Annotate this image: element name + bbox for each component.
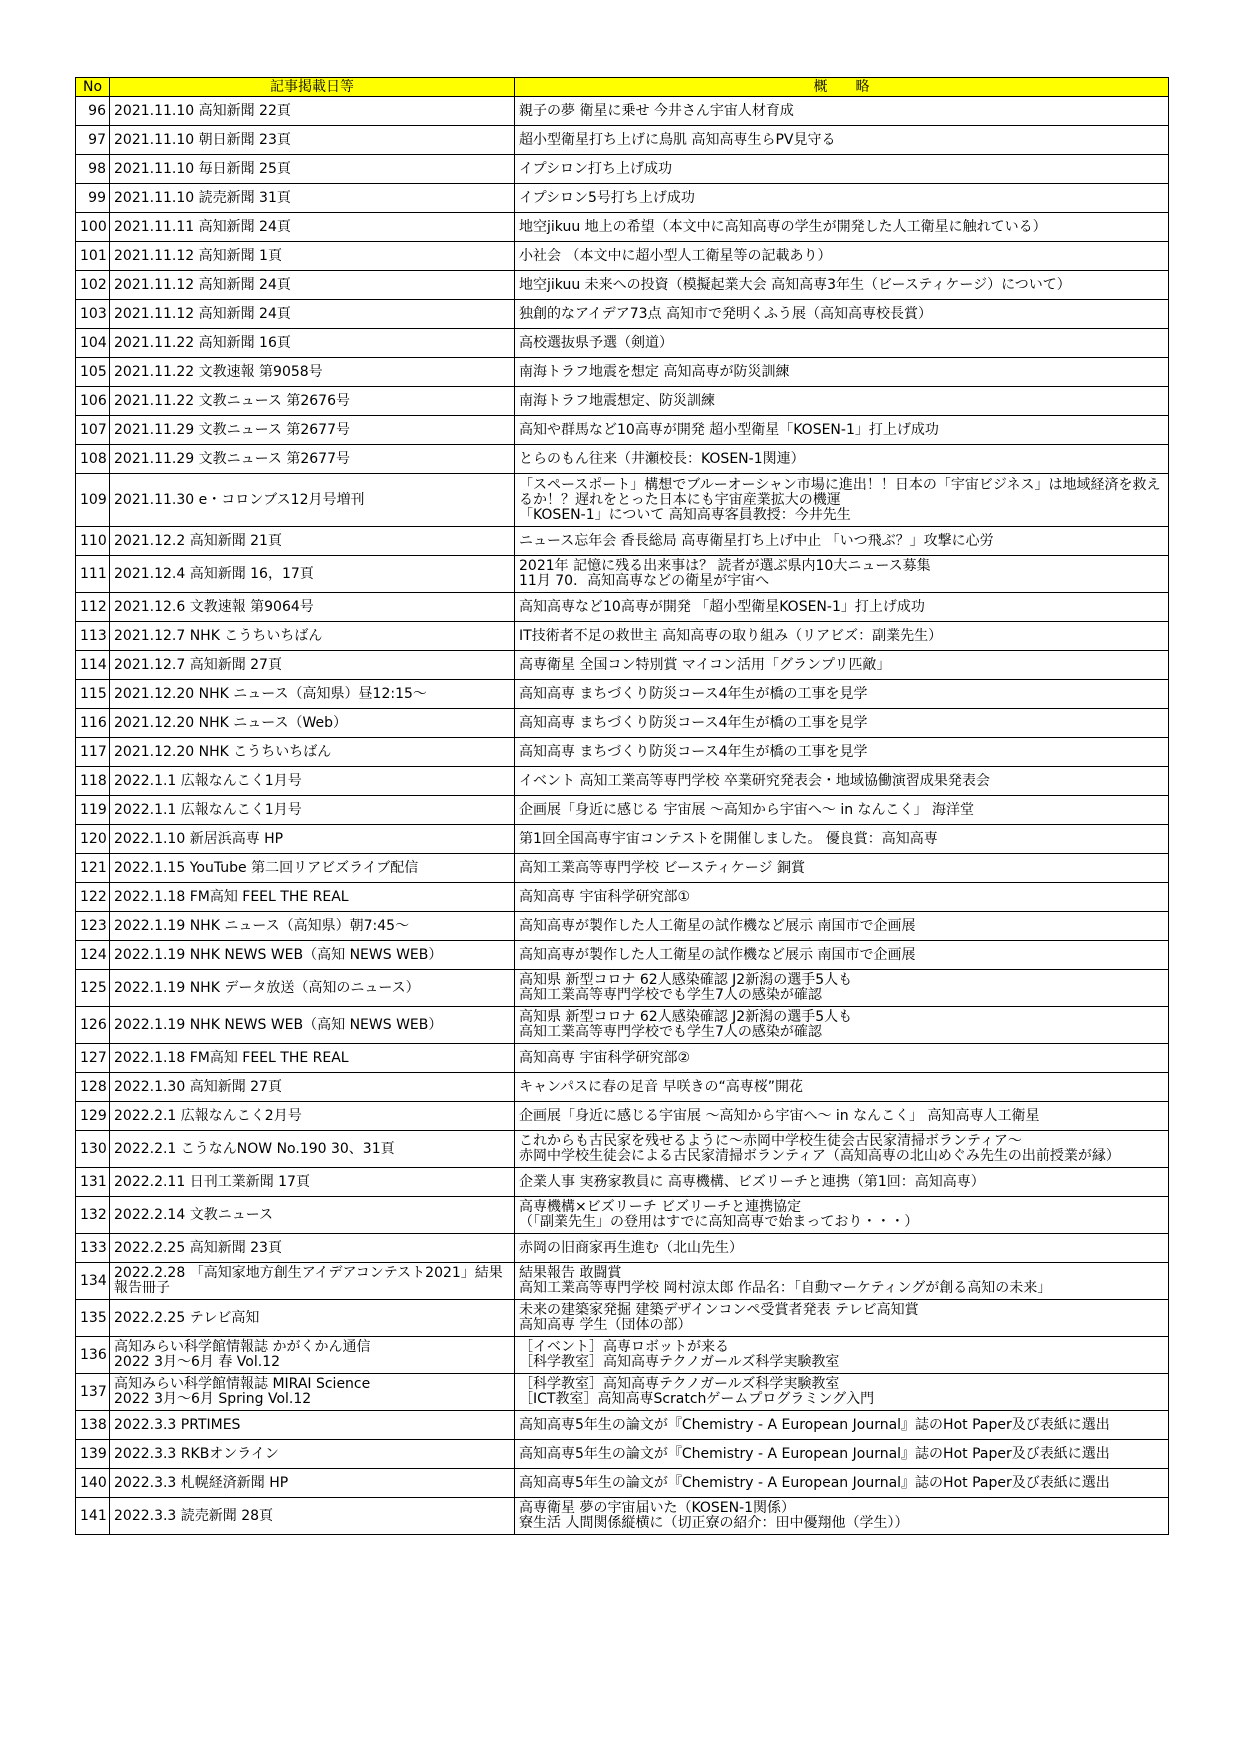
table-row — [76, 622, 1169, 651]
table-row — [76, 1469, 1169, 1498]
summary-line: 寮生活 人間関係縦横に（切正寮の紹介：田中優翔他（学生）） — [519, 1515, 909, 1531]
row-date-source — [110, 1469, 515, 1498]
row-number: 101 — [76, 242, 110, 271]
date-line: 2022.2.1 こうなんNOW No.190 30、31頁 — [114, 1140, 395, 1157]
row-summary — [515, 593, 1169, 622]
table-row — [76, 527, 1169, 556]
date-line: 2022.2.25 テレビ高知 — [114, 1309, 260, 1326]
row-date-source — [110, 825, 515, 854]
table-row — [76, 1007, 1169, 1044]
row-number: 118 — [76, 767, 110, 796]
summary-line: 高知工業高等専門学校でも学生7人の感染が確認 — [519, 987, 822, 1003]
date-line: 2021.12.20 NHK ニュース（Web） — [114, 714, 348, 731]
table-row — [76, 1197, 1169, 1234]
table-row — [76, 1300, 1169, 1337]
row-number: 97 — [76, 126, 110, 155]
row-summary — [515, 1168, 1169, 1197]
date-line: 2021.11.30 e・コロンブス12月号増刊 — [114, 491, 365, 508]
date-line: 2021.11.10 読売新聞 31頁 — [114, 189, 291, 206]
table-row — [76, 738, 1169, 767]
date-line: 2021.11.22 文教速報 第9058号 — [114, 363, 323, 380]
table-row — [76, 767, 1169, 796]
row-date-source — [110, 416, 515, 445]
row-date-source — [110, 941, 515, 970]
row-date-source — [110, 387, 515, 416]
row-date-source — [110, 1168, 515, 1197]
row-date-source — [110, 1498, 515, 1535]
table-row — [76, 126, 1169, 155]
table-row — [76, 941, 1169, 970]
header-summary: 概 略 — [515, 78, 1169, 97]
summary-line: 高知県 新型コロナ 62人感染確認 J2新潟の選手5人も — [519, 972, 853, 988]
row-number: 108 — [76, 445, 110, 474]
summary-line: 11月 70．高知高専などの衛星が宇宙へ — [519, 573, 770, 589]
summary-line: 第1回全国高専宇宙コンテストを開催しました。 優良賞：高知高専 — [519, 830, 938, 847]
summary-line: 赤岡中学校生徒会による古民家清掃ボランティア（高知高専の北山めぐみ先生の出前授業が縁） — [519, 1148, 1120, 1164]
row-date-source — [110, 1044, 515, 1073]
row-date-source — [110, 709, 515, 738]
summary-line: ［ICT教室］高知高専Scratchゲームプログラミング入門 — [519, 1391, 875, 1407]
table-row — [76, 556, 1169, 593]
summary-line: 高知工業高等専門学校 岡村涼太郎 作品名：「自動マーケティングが創る高知の未来」 — [519, 1280, 1052, 1296]
row-number: 121 — [76, 854, 110, 883]
date-line: 2021.11.29 文教ニュース 第2677号 — [114, 450, 350, 467]
row-number: 128 — [76, 1073, 110, 1102]
row-number: 113 — [76, 622, 110, 651]
row-date-source — [110, 883, 515, 912]
summary-line: とらのもん往来（井瀬校長：KOSEN-1関連） — [519, 450, 805, 467]
row-number: 115 — [76, 680, 110, 709]
date-line: 2022.2.28 「高知家地方創生アイデアコンテスト2021」結果報告冊子 — [114, 1265, 503, 1296]
summary-line: これからも古民家を残せるように～赤岡中学校生徒会古民家清掃ボランティア～ — [519, 1133, 1022, 1149]
summary-line: 「スペースポート」構想でブルーオーシャン市場に進出！！日本の「宇宙ビジネス」は地域経済を救えるか！？遅れをとった日本にも宇宙産業拡大の機運 — [519, 476, 1161, 508]
row-number: 134 — [76, 1263, 110, 1300]
row-number: 106 — [76, 387, 110, 416]
table-body — [76, 97, 1169, 1535]
date-line: 2022.1.1 広報なんこく1月号 — [114, 801, 302, 818]
date-line: 2022.3.3 RKBオンライン — [114, 1445, 279, 1462]
row-summary — [515, 1440, 1169, 1469]
summary-line: 地空jikuu 未来への投資（模擬起業大会 高知高専3年生（ビースティケージ）について） — [519, 276, 1071, 293]
row-summary — [515, 527, 1169, 556]
row-date-source — [110, 358, 515, 387]
row-number: 136 — [76, 1337, 110, 1374]
row-date-source — [110, 271, 515, 300]
table-row — [76, 1073, 1169, 1102]
summary-line: 高知高専など10高専が開発 「超小型衛星KOSEN-1」打上げ成功 — [519, 598, 925, 615]
row-number: 98 — [76, 155, 110, 184]
date-line: 2021.11.10 毎日新聞 25頁 — [114, 160, 291, 177]
row-number: 105 — [76, 358, 110, 387]
row-number: 140 — [76, 1469, 110, 1498]
row-number: 103 — [76, 300, 110, 329]
row-summary — [515, 271, 1169, 300]
row-number: 107 — [76, 416, 110, 445]
date-line: 2022.2.11 日刊工業新聞 17頁 — [114, 1173, 310, 1190]
row-number: 132 — [76, 1197, 110, 1234]
summary-line: 南海トラフ地震想定、防災訓練 — [519, 392, 715, 409]
row-number: 116 — [76, 709, 110, 738]
row-date-source — [110, 1131, 515, 1168]
row-date-source — [110, 593, 515, 622]
row-summary — [515, 738, 1169, 767]
table-row — [76, 680, 1169, 709]
row-number: 96 — [76, 97, 110, 126]
row-summary — [515, 1300, 1169, 1337]
table-row — [76, 970, 1169, 1007]
summary-line: 地空jikuu 地上の希望（本文中に高知高専の学生が開発した人工衛星に触れている） — [519, 218, 1047, 235]
summary-line: 結果報告 敢闘賞 — [519, 1265, 622, 1281]
row-date-source — [110, 1300, 515, 1337]
row-number: 104 — [76, 329, 110, 358]
summary-line: 赤岡の旧商家再生進む（北山先生） — [519, 1239, 743, 1256]
table-row — [76, 155, 1169, 184]
row-date-source — [110, 651, 515, 680]
row-number: 120 — [76, 825, 110, 854]
table-row — [76, 213, 1169, 242]
summary-line: 高知高専5年生の論文が『Chemistry - A European Journal』誌のHot Paper及び表紙に選出 — [519, 1474, 1110, 1491]
date-line: 2022.1.30 高知新聞 27頁 — [114, 1078, 282, 1095]
row-summary — [515, 155, 1169, 184]
row-summary — [515, 1131, 1169, 1168]
row-summary — [515, 1102, 1169, 1131]
row-summary — [515, 709, 1169, 738]
row-summary — [515, 1374, 1169, 1411]
row-date-source — [110, 527, 515, 556]
date-line: 2021.12.7 NHK こうちいちばん — [114, 627, 323, 644]
summary-line: イベント 高知工業高等専門学校 卒業研究発表会・地域協働演習成果発表会 — [519, 772, 990, 789]
row-number: 127 — [76, 1044, 110, 1073]
date-line: 2021.11.22 高知新聞 16頁 — [114, 334, 291, 351]
row-date-source — [110, 1234, 515, 1263]
row-number: 100 — [76, 213, 110, 242]
summary-line: 親子の夢 衛星に乗せ 今井さん宇宙人材育成 — [519, 102, 794, 119]
summary-line: 南海トラフ地震を想定 高知高専が防災訓練 — [519, 363, 790, 380]
date-line: 2021.12.4 高知新聞 16，17頁 — [114, 565, 314, 582]
date-line: 2021.12.20 NHK ニュース（高知県）昼12:15～ — [114, 685, 427, 702]
table-row — [76, 709, 1169, 738]
row-number: 125 — [76, 970, 110, 1007]
summary-line: 高知工業高等専門学校 ビースティケージ 銅賞 — [519, 859, 805, 876]
row-summary — [515, 1073, 1169, 1102]
table-row — [76, 300, 1169, 329]
row-summary — [515, 1337, 1169, 1374]
table-row — [76, 854, 1169, 883]
row-summary — [515, 1498, 1169, 1535]
row-date-source — [110, 242, 515, 271]
row-summary — [515, 97, 1169, 126]
date-line: 高知みらい科学館情報誌 MIRAI Science — [114, 1376, 371, 1392]
row-date-source — [110, 1263, 515, 1300]
row-date-source — [110, 97, 515, 126]
summary-line: 高知高専 まちづくり防災コース4年生が橋の工事を見学 — [519, 743, 868, 760]
row-number: 122 — [76, 883, 110, 912]
row-summary — [515, 556, 1169, 593]
row-summary — [515, 1234, 1169, 1263]
row-number: 124 — [76, 941, 110, 970]
date-line: 2021.12.20 NHK こうちいちばん — [114, 743, 332, 760]
summary-line: 高知高専 宇宙科学研究部② — [519, 1049, 691, 1066]
row-date-source — [110, 1007, 515, 1044]
row-date-source — [110, 970, 515, 1007]
row-summary — [515, 242, 1169, 271]
date-line: 高知みらい科学館情報誌 かがくかん通信 — [114, 1339, 371, 1355]
row-date-source — [110, 155, 515, 184]
row-number: 138 — [76, 1411, 110, 1440]
date-line: 2022.1.15 YouTube 第二回リアビズライブ配信 — [114, 859, 419, 876]
row-summary — [515, 622, 1169, 651]
row-date-source — [110, 1102, 515, 1131]
row-date-source — [110, 1073, 515, 1102]
table-row — [76, 1168, 1169, 1197]
row-summary — [515, 680, 1169, 709]
row-summary — [515, 213, 1169, 242]
row-number: 109 — [76, 474, 110, 527]
header-date: 記事掲載日等 — [110, 78, 515, 97]
summary-line: 小社会 （本文中に超小型人工衛星等の記載あり） — [519, 247, 832, 264]
summary-line: ［科学教室］高知高専テクノガールズ科学実験教室 — [519, 1376, 840, 1392]
table-row — [76, 1411, 1169, 1440]
date-line: 2022 3月～6月 Spring Vol.12 — [114, 1391, 312, 1407]
summary-line: 高知高専 まちづくり防災コース4年生が橋の工事を見学 — [519, 714, 868, 731]
row-summary — [515, 300, 1169, 329]
row-date-source — [110, 622, 515, 651]
row-summary — [515, 941, 1169, 970]
date-line: 2022.3.3 札幌経済新聞 HP — [114, 1474, 289, 1491]
date-line: 2021.12.7 高知新聞 27頁 — [114, 656, 282, 673]
date-line: 2021.11.12 高知新聞 1頁 — [114, 247, 282, 264]
row-number: 114 — [76, 651, 110, 680]
row-number: 112 — [76, 593, 110, 622]
row-date-source — [110, 445, 515, 474]
table-row — [76, 97, 1169, 126]
table-row — [76, 593, 1169, 622]
row-number: 110 — [76, 527, 110, 556]
summary-line: ［科学教室］高知高専テクノガールズ科学実験教室 — [519, 1354, 840, 1370]
date-line: 2022.3.3 読売新聞 28頁 — [114, 1507, 274, 1524]
date-line: 2022.1.1 広報なんこく1月号 — [114, 772, 302, 789]
table-row — [76, 387, 1169, 416]
summary-line: 高知高専5年生の論文が『Chemistry - A European Journal』誌のHot Paper及び表紙に選出 — [519, 1416, 1110, 1433]
summary-line: 企業人事 実務家教員に 高専機構、ビズリーチと連携（第1回：高知高専） — [519, 1173, 985, 1190]
row-date-source — [110, 184, 515, 213]
date-line: 2022.1.18 FM高知 FEEL THE REAL — [114, 888, 349, 905]
table-row — [76, 1374, 1169, 1411]
date-line: 2021.11.12 高知新聞 24頁 — [114, 276, 291, 293]
row-summary — [515, 883, 1169, 912]
summary-line: 高専機構×ビズリーチ ビズリーチと連携協定 — [519, 1199, 802, 1215]
table-row — [76, 912, 1169, 941]
row-summary — [515, 126, 1169, 155]
table-row — [76, 796, 1169, 825]
date-line: 2021.11.10 高知新聞 22頁 — [114, 102, 291, 119]
row-summary — [515, 358, 1169, 387]
date-line: 2021.11.12 高知新聞 24頁 — [114, 305, 291, 322]
row-summary — [515, 651, 1169, 680]
row-summary — [515, 1263, 1169, 1300]
date-line: 2022.1.19 NHK NEWS WEB（高知 NEWS WEB） — [114, 946, 443, 963]
summary-line: 高知工業高等専門学校でも学生7人の感染が確認 — [519, 1024, 822, 1040]
summary-line: 高知高専 まちづくり防災コース4年生が橋の工事を見学 — [519, 685, 868, 702]
summary-line: ［イベント］高専ロボットが来る — [519, 1339, 729, 1355]
row-number: 133 — [76, 1234, 110, 1263]
row-summary — [515, 387, 1169, 416]
media-coverage-table — [75, 77, 1169, 1535]
date-line: 2021.12.2 高知新聞 21頁 — [114, 532, 282, 549]
summary-line: 高知県 新型コロナ 62人感染確認 J2新潟の選手5人も — [519, 1009, 853, 1025]
header-no: No — [76, 78, 110, 97]
row-number: 111 — [76, 556, 110, 593]
row-summary — [515, 970, 1169, 1007]
table-row — [76, 1044, 1169, 1073]
row-number: 126 — [76, 1007, 110, 1044]
row-summary — [515, 1044, 1169, 1073]
row-summary — [515, 474, 1169, 527]
row-summary — [515, 854, 1169, 883]
table-row — [76, 271, 1169, 300]
row-number: 137 — [76, 1374, 110, 1411]
date-line: 2022.2.1 広報なんこく2月号 — [114, 1107, 302, 1124]
table-row — [76, 825, 1169, 854]
row-summary — [515, 1197, 1169, 1234]
summary-line: 高知高専が製作した人工衛星の試作機など展示 南国市で企画展 — [519, 917, 916, 934]
summary-line: ニュース忘年会 香長総局 高専衛星打ち上げ中止 「いつ飛ぶ？」攻撃に心労 — [519, 532, 994, 549]
summary-line: 高知高専 宇宙科学研究部① — [519, 888, 691, 905]
summary-line: キャンパスに春の足音 早咲きの“高専桜”開花 — [519, 1078, 803, 1095]
summary-line: 高知高専 学生（団体の部） — [519, 1317, 692, 1333]
row-number: 102 — [76, 271, 110, 300]
table-row — [76, 242, 1169, 271]
row-date-source — [110, 854, 515, 883]
row-summary — [515, 796, 1169, 825]
date-line: 2022.1.19 NHK NEWS WEB（高知 NEWS WEB） — [114, 1016, 443, 1033]
date-line: 2022.2.25 高知新聞 23頁 — [114, 1239, 282, 1256]
row-number: 129 — [76, 1102, 110, 1131]
summary-line: IT技術者不足の救世主 高知高専の取り組み（リアビズ：副業先生） — [519, 627, 943, 644]
row-summary — [515, 767, 1169, 796]
row-number: 141 — [76, 1498, 110, 1535]
table-row — [76, 1131, 1169, 1168]
row-date-source — [110, 474, 515, 527]
table-row — [76, 1337, 1169, 1374]
row-date-source — [110, 738, 515, 767]
row-date-source — [110, 1197, 515, 1234]
row-date-source — [110, 912, 515, 941]
summary-line: 「KOSEN-1」について 高知高専客員教授：今井先生 — [519, 506, 851, 523]
row-date-source — [110, 1337, 515, 1374]
date-line: 2021.11.29 文教ニュース 第2677号 — [114, 421, 350, 438]
summary-line: 高校選抜県予選（剣道） — [519, 334, 673, 351]
row-summary — [515, 416, 1169, 445]
date-line: 2021.12.6 文教速報 第9064号 — [114, 598, 314, 615]
row-date-source — [110, 126, 515, 155]
table-header-row — [76, 78, 1169, 97]
table-row — [76, 445, 1169, 474]
date-line: 2022.1.19 NHK ニュース（高知県）朝7:45～ — [114, 917, 410, 934]
table-row — [76, 651, 1169, 680]
table-row — [76, 416, 1169, 445]
row-summary — [515, 329, 1169, 358]
row-date-source — [110, 329, 515, 358]
row-number: 99 — [76, 184, 110, 213]
table-row — [76, 474, 1169, 527]
date-line: 2021.11.10 朝日新聞 23頁 — [114, 131, 291, 148]
summary-line: 未来の建築家発掘 建築デザインコンペ受賞者発表 テレビ高知賞 — [519, 1302, 919, 1318]
row-summary — [515, 184, 1169, 213]
date-line: 2022 3月～6月 春 Vol.12 — [114, 1354, 281, 1370]
table-row — [76, 184, 1169, 213]
table-row — [76, 1263, 1169, 1300]
row-number: 131 — [76, 1168, 110, 1197]
row-summary — [515, 825, 1169, 854]
row-number: 117 — [76, 738, 110, 767]
summary-line: 2021年 記憶に残る出来事は？ 読者が選ぶ県内10大ニュース募集 — [519, 558, 931, 574]
date-line: 2022.3.3 PRTIMES — [114, 1416, 241, 1433]
row-number: 130 — [76, 1131, 110, 1168]
date-line: 2021.11.11 高知新聞 24頁 — [114, 218, 291, 235]
row-date-source — [110, 556, 515, 593]
summary-line: （「副業先生」の登用はすでに高知高専で始まっており・・・） — [519, 1214, 919, 1230]
table-row — [76, 1498, 1169, 1535]
row-date-source — [110, 1374, 515, 1411]
date-line: 2021.11.22 文教ニュース 第2676号 — [114, 392, 350, 409]
summary-line: 高知や群馬など10高専が開発 超小型衛星「KOSEN-1」打上げ成功 — [519, 421, 939, 438]
row-number: 139 — [76, 1440, 110, 1469]
summary-line: 超小型衛星打ち上げに鳥肌 高知高専生らPV見守る — [519, 131, 836, 148]
date-line: 2022.1.10 新居浜高専 HP — [114, 830, 284, 847]
row-date-source — [110, 300, 515, 329]
date-line: 2022.1.18 FM高知 FEEL THE REAL — [114, 1049, 349, 1066]
table-row — [76, 358, 1169, 387]
row-date-source — [110, 680, 515, 709]
summary-line: イプシロン5号打ち上げ成功 — [519, 189, 695, 206]
summary-line: イプシロン打ち上げ成功 — [519, 160, 673, 177]
row-date-source — [110, 796, 515, 825]
table-row — [76, 329, 1169, 358]
row-summary — [515, 1411, 1169, 1440]
row-date-source — [110, 213, 515, 242]
summary-line: 高知高専が製作した人工衛星の試作機など展示 南国市で企画展 — [519, 946, 916, 963]
row-number: 119 — [76, 796, 110, 825]
row-number: 135 — [76, 1300, 110, 1337]
table-row — [76, 883, 1169, 912]
summary-line: 独創的なアイデア73点 高知市で発明くふう展（高知高専校長賞） — [519, 305, 933, 322]
table-row — [76, 1440, 1169, 1469]
table-row — [76, 1102, 1169, 1131]
row-summary — [515, 1469, 1169, 1498]
summary-line: 高知高専5年生の論文が『Chemistry - A European Journal』誌のHot Paper及び表紙に選出 — [519, 1445, 1110, 1462]
row-date-source — [110, 1411, 515, 1440]
summary-line: 高専衛星 全国コン特別賞 マイコン活用「グランプリ匹敵」 — [519, 656, 891, 673]
summary-line: 企画展「身近に感じる 宇宙展 ～高知から宇宙へ～ in なんこく」 海洋堂 — [519, 801, 975, 818]
summary-line: 高専衛星 夢の宇宙届いた（KOSEN-1関係） — [519, 1500, 796, 1516]
row-number: 123 — [76, 912, 110, 941]
row-date-source — [110, 767, 515, 796]
date-line: 2022.1.19 NHK データ放送（高知のニュース） — [114, 979, 420, 996]
row-summary — [515, 1007, 1169, 1044]
date-line: 2022.2.14 文教ニュース — [114, 1206, 274, 1223]
table-row — [76, 1234, 1169, 1263]
row-date-source — [110, 1440, 515, 1469]
row-summary — [515, 445, 1169, 474]
row-summary — [515, 912, 1169, 941]
summary-line: 企画展「身近に感じる宇宙展 ～高知から宇宙へ～ in なんこく」 高知高専人工衛星 — [519, 1107, 1040, 1124]
